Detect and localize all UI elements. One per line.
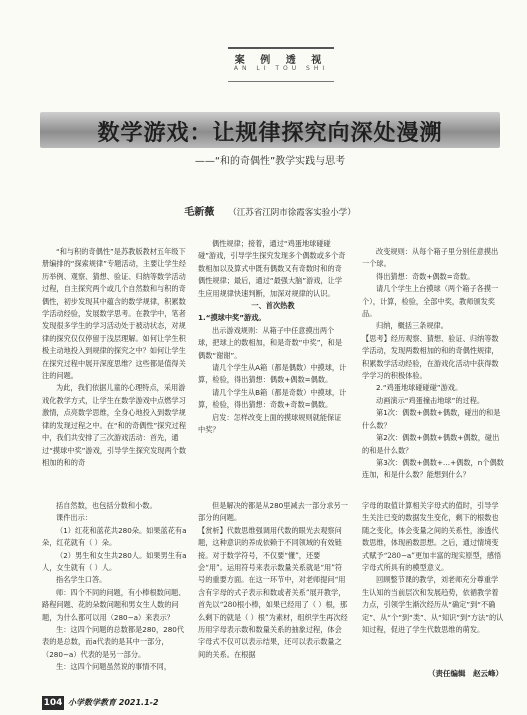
- page-number: 104: [43, 698, 63, 708]
- text-column-2: [198, 238, 348, 496]
- commentary-note: 字母的取值计算相关字母式的值时，引导学生关注已变的数据发生变化，剩下的根数也随之变化，体会变量之间的关系性，渗透代数思维，体现函数思想。之后，通过情境变式赋予“280−a”更加丰富的现实原型，感悟字母式所具有的模型意义。: [362, 501, 502, 573]
- paragraph: 第2次：偶数+偶数+偶数+偶数，碰出的和是什么数？: [362, 433, 500, 455]
- author-affiliation: （江苏省江阴市徐霞客实验小学）: [228, 208, 356, 218]
- paragraph: 回顾整节课的教学，刘老师充分尊重学生认知的当前层次和发展趋势，依循教学着力点，引领学生渐次经历从“确定”到“不确定”、从“个”到“类”、从“知识”到“方法”的认知过程，促进了学生代数思维的萌发。: [362, 575, 504, 635]
- byline: [110, 203, 430, 218]
- section-heading: 一、首次热教: [251, 301, 295, 311]
- paragraph: 出示游戏规则：从箱子中任意摸出两个球，把球上的数相加，和是奇数“中奖”，和是偶数“谢谢”。: [198, 325, 343, 360]
- section-pinyin: AN LI TOU SHI: [233, 65, 329, 72]
- reflection-note: 【思考】经历观察、猜想、验证、归纳等数学活动，发现两数相加的和的奇偶性规律，积累数学活动经验，在游戏化活动中获得数学学习的积极体验。: [362, 333, 499, 381]
- section-title: 案 例 透 视: [234, 55, 328, 66]
- paragraph: “和与积的奇偶性”是苏教版教材五年级下册编排的“探索规律”专题活动，主要让学生经历举例、观察、猜想、验证、归纳等数学活动过程，自主探究两个或几个自然数和与积的奇偶性，初步发现其中蕴含的数学规律，积累数学活动经验，发展数学思考。在教学中，笔者发现很多学生的学习活动处于被动状态，对规律的探究仅仅停留于浅层理解。如何让学生积极主动地投入到规律的探究之中？如何让学生在探究过程中展开深度思维？这些都是值得关注的问题。: [42, 247, 187, 381]
- paragraph: 课件出示：: [56, 513, 92, 523]
- paragraph: （1）红花和蓝花共280朵。如果蓝花有a朵，红花就有（ ）朵。: [42, 525, 187, 548]
- paragraph: 启发：怎样改变上面的摸球规则就能保证中奖？: [198, 412, 342, 435]
- paragraph: 归纳，概括三条规律。: [376, 321, 448, 331]
- paragraph: 生：这四个问题的总数都是280，280代表的是总数，而a代表的是其中一部分，（280−a）代表的是另一部分。: [42, 625, 185, 659]
- paragraph: 改变规则：从每个箱子里分别任意摸出一个球。: [362, 247, 499, 269]
- subsection-heading: 1.“摸球中奖”游戏。: [198, 313, 266, 323]
- section-header: [228, 47, 334, 82]
- paragraph: 请几个学生从B箱（都是奇数）中摸球，计算，检验，得出猜想：奇数+奇数=偶数。: [198, 387, 347, 410]
- paragraph: 请几个学生从A箱（都是偶数）中摸球，计算，检验，得出猜想：偶数+偶数=偶数。: [198, 363, 347, 385]
- paragraph: 生：这四个问题虽然说的事情不同，: [56, 662, 172, 672]
- journal-name: 小学数学教育 2021.1-2: [68, 698, 159, 707]
- paragraph: 括自然数，也包括分数和小数。: [56, 501, 157, 510]
- text-column-1: [42, 246, 188, 496]
- paragraph: 为此，我们依据儿童的心理特点，采用游戏化教学方式，让学生在数学游戏中点燃学习激情，点亮数学思维，全身心地投入到数学规律的发现过程之中。在“和的奇偶性”探究过程中，我们共安排了三次游戏活动：首先，通过“摸球中奖”游戏，引导学生探究发现两个数相加的和的奇: [42, 383, 187, 467]
- paragraph: （2）男生和女生共280人。如果男生有a人，女生就有（ ）人。: [42, 550, 187, 573]
- editor-credit: （责任编辑 赵云峰）: [428, 669, 503, 678]
- page-footer: [42, 696, 242, 710]
- text-column-6: [362, 500, 504, 690]
- paragraph: 得出猜想：奇数+偶数=奇数。: [376, 271, 475, 281]
- paragraph: 动画演示“鸡蛋撞击地球”的过程。: [376, 395, 485, 405]
- paragraph: 第1次：偶数+偶数+偶数，碰出的和是什么数？: [362, 408, 501, 430]
- paragraph: 师：四个不同的问题，有小棒根数问题、路程问题、花的朵数问题和男女生人数的问题，为什么都可以用（280−a）来表示？: [42, 587, 186, 622]
- article-subtitle: ——“和的奇偶性”教学实践与思考: [194, 156, 346, 167]
- paragraph: 2.“鸡蛋地球碰碰碰”游戏。: [376, 383, 463, 393]
- paragraph: 请几个学生上台摸球（两个箱子各摸一个），计算，检验，全部中奖，教师颁发奖品。: [362, 284, 499, 319]
- paragraph: 但是解决的都是从280里减去一部分求另一部分的问题。: [198, 501, 348, 523]
- author-name: 毛新薇: [184, 207, 215, 218]
- article-title: 数学游戏：让规律探究向深处漫溯: [97, 120, 443, 146]
- commentary-note: 【赏析】代数思维强调用代数的眼光去观察问题，这种意识的养成依赖于不同领域的有效链接。对于数学符号，不仅要“懂”，还要会“用”。运用符号来表示数量关系就是“用”符号的重要方面。在这一环节中，对老师提问“用含有字母的式子表示和数或者关系”展开教学，首先以“280根小棒，如果已经用了（ ）根，那么剩下的就是（ ）根”为素材，组织学生再次经历用字母表示数和数量关系的抽象过程，体会字母式不仅可以表示结果，还可以表示数量之间的关系。在根据: [198, 525, 348, 659]
- paragraph: 第3次：偶数+偶数+…+偶数，n个偶数连加，和是什么数？能想到什么？: [362, 457, 504, 480]
- text-column-4: [42, 500, 188, 688]
- text-column-5: [198, 500, 348, 688]
- paragraph: 偶性规律；接着，通过“鸡蛋地球碰碰碰”游戏，引导学生探究发现多个偶数或多个奇数相加以及算式中既有偶数又有奇数时和的奇偶性规律；最后，通过“最强大脑”游戏，让学生应用规律快速判断，加深对规律的认识。: [198, 239, 346, 298]
- text-column-3: [362, 246, 504, 496]
- paragraph: 指名学生口答。: [56, 575, 107, 585]
